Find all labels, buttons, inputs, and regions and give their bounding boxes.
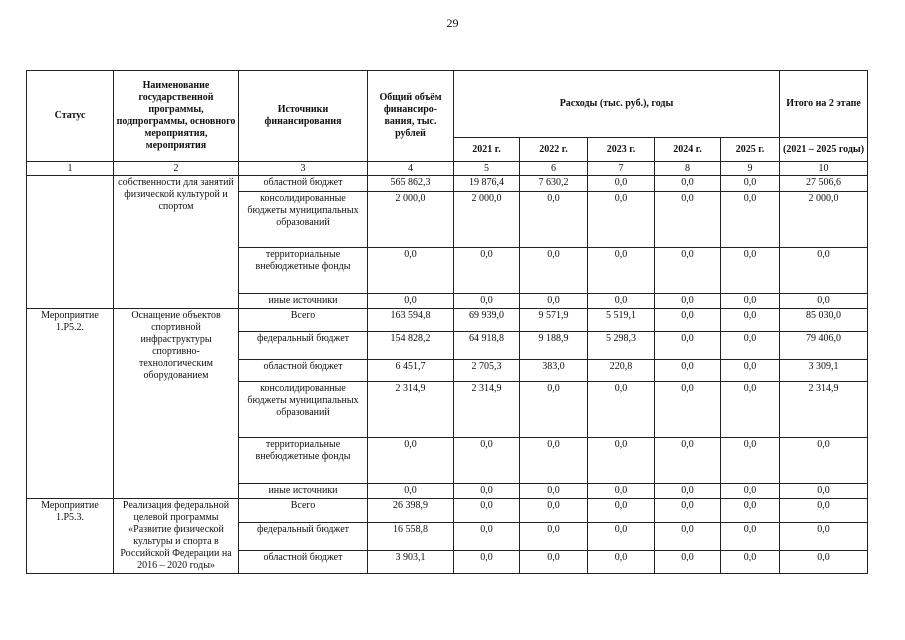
funding-source-cell: областной бюджет [239, 551, 368, 574]
amount-cell: 0,0 [655, 192, 721, 248]
header-name: Наименование государственной программы, подпрограммы, основного мероприятия, мероприятия [114, 71, 239, 162]
header-stage-years: (2021 – 2025 годы) [780, 138, 868, 162]
column-number: 7 [588, 162, 655, 176]
amount-cell: 0,0 [655, 382, 721, 438]
amount-cell: 85 030,0 [780, 309, 868, 332]
column-number: 6 [520, 162, 588, 176]
table-body [27, 176, 868, 574]
funding-source-cell: федеральный бюджет [239, 332, 368, 360]
amount-cell: 2 314,9 [368, 382, 454, 438]
header-stage-total: Итого на 2 этапе [780, 71, 868, 138]
amount-cell: 0,0 [721, 248, 780, 294]
header-year: 2025 г. [721, 138, 780, 162]
amount-cell: 565 862,3 [368, 176, 454, 192]
amount-cell: 27 506,6 [780, 176, 868, 192]
column-number: 9 [721, 162, 780, 176]
amount-cell: 0,0 [588, 522, 655, 551]
amount-cell: 0,0 [655, 309, 721, 332]
budget-table [26, 70, 868, 574]
amount-cell: 0,0 [721, 332, 780, 360]
amount-cell: 0,0 [588, 438, 655, 484]
amount-cell: 0,0 [454, 522, 520, 551]
column-number: 3 [239, 162, 368, 176]
amount-cell: 9 188,9 [520, 332, 588, 360]
amount-cell: 0,0 [520, 294, 588, 309]
amount-cell: 0,0 [780, 522, 868, 551]
amount-cell: 0,0 [721, 382, 780, 438]
amount-cell: 2 314,9 [780, 382, 868, 438]
header-year: 2023 г. [588, 138, 655, 162]
amount-cell: 26 398,9 [368, 499, 454, 523]
funding-source-cell: иные источники [239, 294, 368, 309]
amount-cell: 6 451,7 [368, 360, 454, 382]
amount-cell: 0,0 [780, 499, 868, 523]
amount-cell: 0,0 [520, 248, 588, 294]
amount-cell: 0,0 [780, 551, 868, 574]
status-cell: Мероприятие 1.Р5.3. [27, 499, 114, 574]
amount-cell: 0,0 [368, 484, 454, 499]
amount-cell: 0,0 [454, 551, 520, 574]
amount-cell: 2 314,9 [454, 382, 520, 438]
amount-cell: 2 705,3 [454, 360, 520, 382]
amount-cell: 0,0 [780, 248, 868, 294]
amount-cell: 0,0 [454, 484, 520, 499]
amount-cell: 0,0 [588, 484, 655, 499]
amount-cell: 0,0 [588, 551, 655, 574]
amount-cell: 64 918,8 [454, 332, 520, 360]
amount-cell: 7 630,2 [520, 176, 588, 192]
amount-cell: 0,0 [655, 176, 721, 192]
amount-cell: 0,0 [520, 522, 588, 551]
amount-cell: 0,0 [368, 248, 454, 294]
funding-source-cell: областной бюджет [239, 360, 368, 382]
header-year: 2024 г. [655, 138, 721, 162]
amount-cell: 0,0 [520, 438, 588, 484]
column-number: 5 [454, 162, 520, 176]
header-year: 2021 г. [454, 138, 520, 162]
funding-source-cell: территориальные внебюджетные фонды [239, 438, 368, 484]
table-row [27, 499, 868, 523]
table-row [27, 309, 868, 332]
amount-cell: 69 939,0 [454, 309, 520, 332]
amount-cell: 0,0 [655, 332, 721, 360]
header-expenses: Расходы (тыс. руб.), годы [454, 71, 780, 138]
amount-cell: 0,0 [368, 438, 454, 484]
amount-cell: 2 000,0 [454, 192, 520, 248]
column-number: 2 [114, 162, 239, 176]
amount-cell: 383,0 [520, 360, 588, 382]
amount-cell: 79 406,0 [780, 332, 868, 360]
funding-source-cell: иные источники [239, 484, 368, 499]
amount-cell: 0,0 [655, 522, 721, 551]
amount-cell: 0,0 [780, 294, 868, 309]
funding-source-cell: консолидированные бюджеты муниципальных образований [239, 382, 368, 438]
amount-cell: 3 903,1 [368, 551, 454, 574]
amount-cell: 0,0 [454, 499, 520, 523]
amount-cell: 0,0 [780, 438, 868, 484]
amount-cell: 9 571,9 [520, 309, 588, 332]
amount-cell: 3 309,1 [780, 360, 868, 382]
status-cell: Мероприятие 1.Р5.2. [27, 309, 114, 499]
amount-cell: 0,0 [588, 176, 655, 192]
amount-cell: 0,0 [721, 176, 780, 192]
amount-cell: 2 000,0 [368, 192, 454, 248]
amount-cell: 0,0 [588, 192, 655, 248]
amount-cell: 0,0 [520, 499, 588, 523]
amount-cell: 0,0 [655, 499, 721, 523]
funding-source-cell: областной бюджет [239, 176, 368, 192]
status-cell [27, 176, 114, 309]
amount-cell: 0,0 [520, 484, 588, 499]
funding-source-cell: Всего [239, 499, 368, 523]
amount-cell: 0,0 [520, 382, 588, 438]
amount-cell: 2 000,0 [780, 192, 868, 248]
amount-cell: 0,0 [454, 438, 520, 484]
amount-cell: 0,0 [721, 192, 780, 248]
table-header [27, 71, 868, 176]
table-row [27, 176, 868, 192]
header-status: Статус [27, 71, 114, 162]
amount-cell: 0,0 [721, 438, 780, 484]
amount-cell: 0,0 [780, 484, 868, 499]
amount-cell: 0,0 [721, 551, 780, 574]
amount-cell: 5 519,1 [588, 309, 655, 332]
amount-cell: 0,0 [588, 499, 655, 523]
amount-cell: 0,0 [655, 360, 721, 382]
amount-cell: 0,0 [368, 294, 454, 309]
amount-cell: 0,0 [655, 551, 721, 574]
amount-cell: 0,0 [721, 484, 780, 499]
amount-cell: 163 594,8 [368, 309, 454, 332]
amount-cell: 0,0 [655, 248, 721, 294]
amount-cell: 0,0 [721, 309, 780, 332]
amount-cell: 0,0 [655, 484, 721, 499]
amount-cell: 0,0 [588, 248, 655, 294]
amount-cell: 220,8 [588, 360, 655, 382]
page-number: 29 [446, 16, 459, 30]
column-number: 1 [27, 162, 114, 176]
column-number: 4 [368, 162, 454, 176]
amount-cell: 0,0 [588, 294, 655, 309]
amount-cell: 0,0 [721, 499, 780, 523]
funding-source-cell: Всего [239, 309, 368, 332]
amount-cell: 0,0 [454, 248, 520, 294]
funding-source-cell: консолидированные бюджеты муниципальных образований [239, 192, 368, 248]
amount-cell: 0,0 [588, 382, 655, 438]
amount-cell: 0,0 [655, 294, 721, 309]
column-number-row [27, 162, 868, 176]
amount-cell: 0,0 [655, 438, 721, 484]
funding-source-cell: территориальные внебюджетные фонды [239, 248, 368, 294]
amount-cell: 154 828,2 [368, 332, 454, 360]
activity-name-cell: Оснащение объектов спортивной инфраструктуры спортивно-технологическим оборудованием [114, 309, 239, 499]
column-number: 10 [780, 162, 868, 176]
column-number: 8 [655, 162, 721, 176]
amount-cell: 0,0 [520, 551, 588, 574]
funding-source-cell: федеральный бюджет [239, 522, 368, 551]
amount-cell: 0,0 [721, 360, 780, 382]
activity-name-cell: Реализация федеральной целевой программы «Развитие физической культуры и спорта в Российской Федерации на 2016 – 2020 годы» [114, 499, 239, 574]
amount-cell: 0,0 [454, 294, 520, 309]
amount-cell: 16 558,8 [368, 522, 454, 551]
amount-cell: 0,0 [520, 192, 588, 248]
amount-cell: 19 876,4 [454, 176, 520, 192]
header-year: 2022 г. [520, 138, 588, 162]
amount-cell: 0,0 [721, 294, 780, 309]
header-sources: Источники финансирования [239, 71, 368, 162]
amount-cell: 0,0 [721, 522, 780, 551]
amount-cell: 5 298,3 [588, 332, 655, 360]
header-total: Общий объём финансиро- вания, тыс. рублей [368, 71, 454, 162]
activity-name-cell: собственности для занятий физической культурой и спортом [114, 176, 239, 309]
